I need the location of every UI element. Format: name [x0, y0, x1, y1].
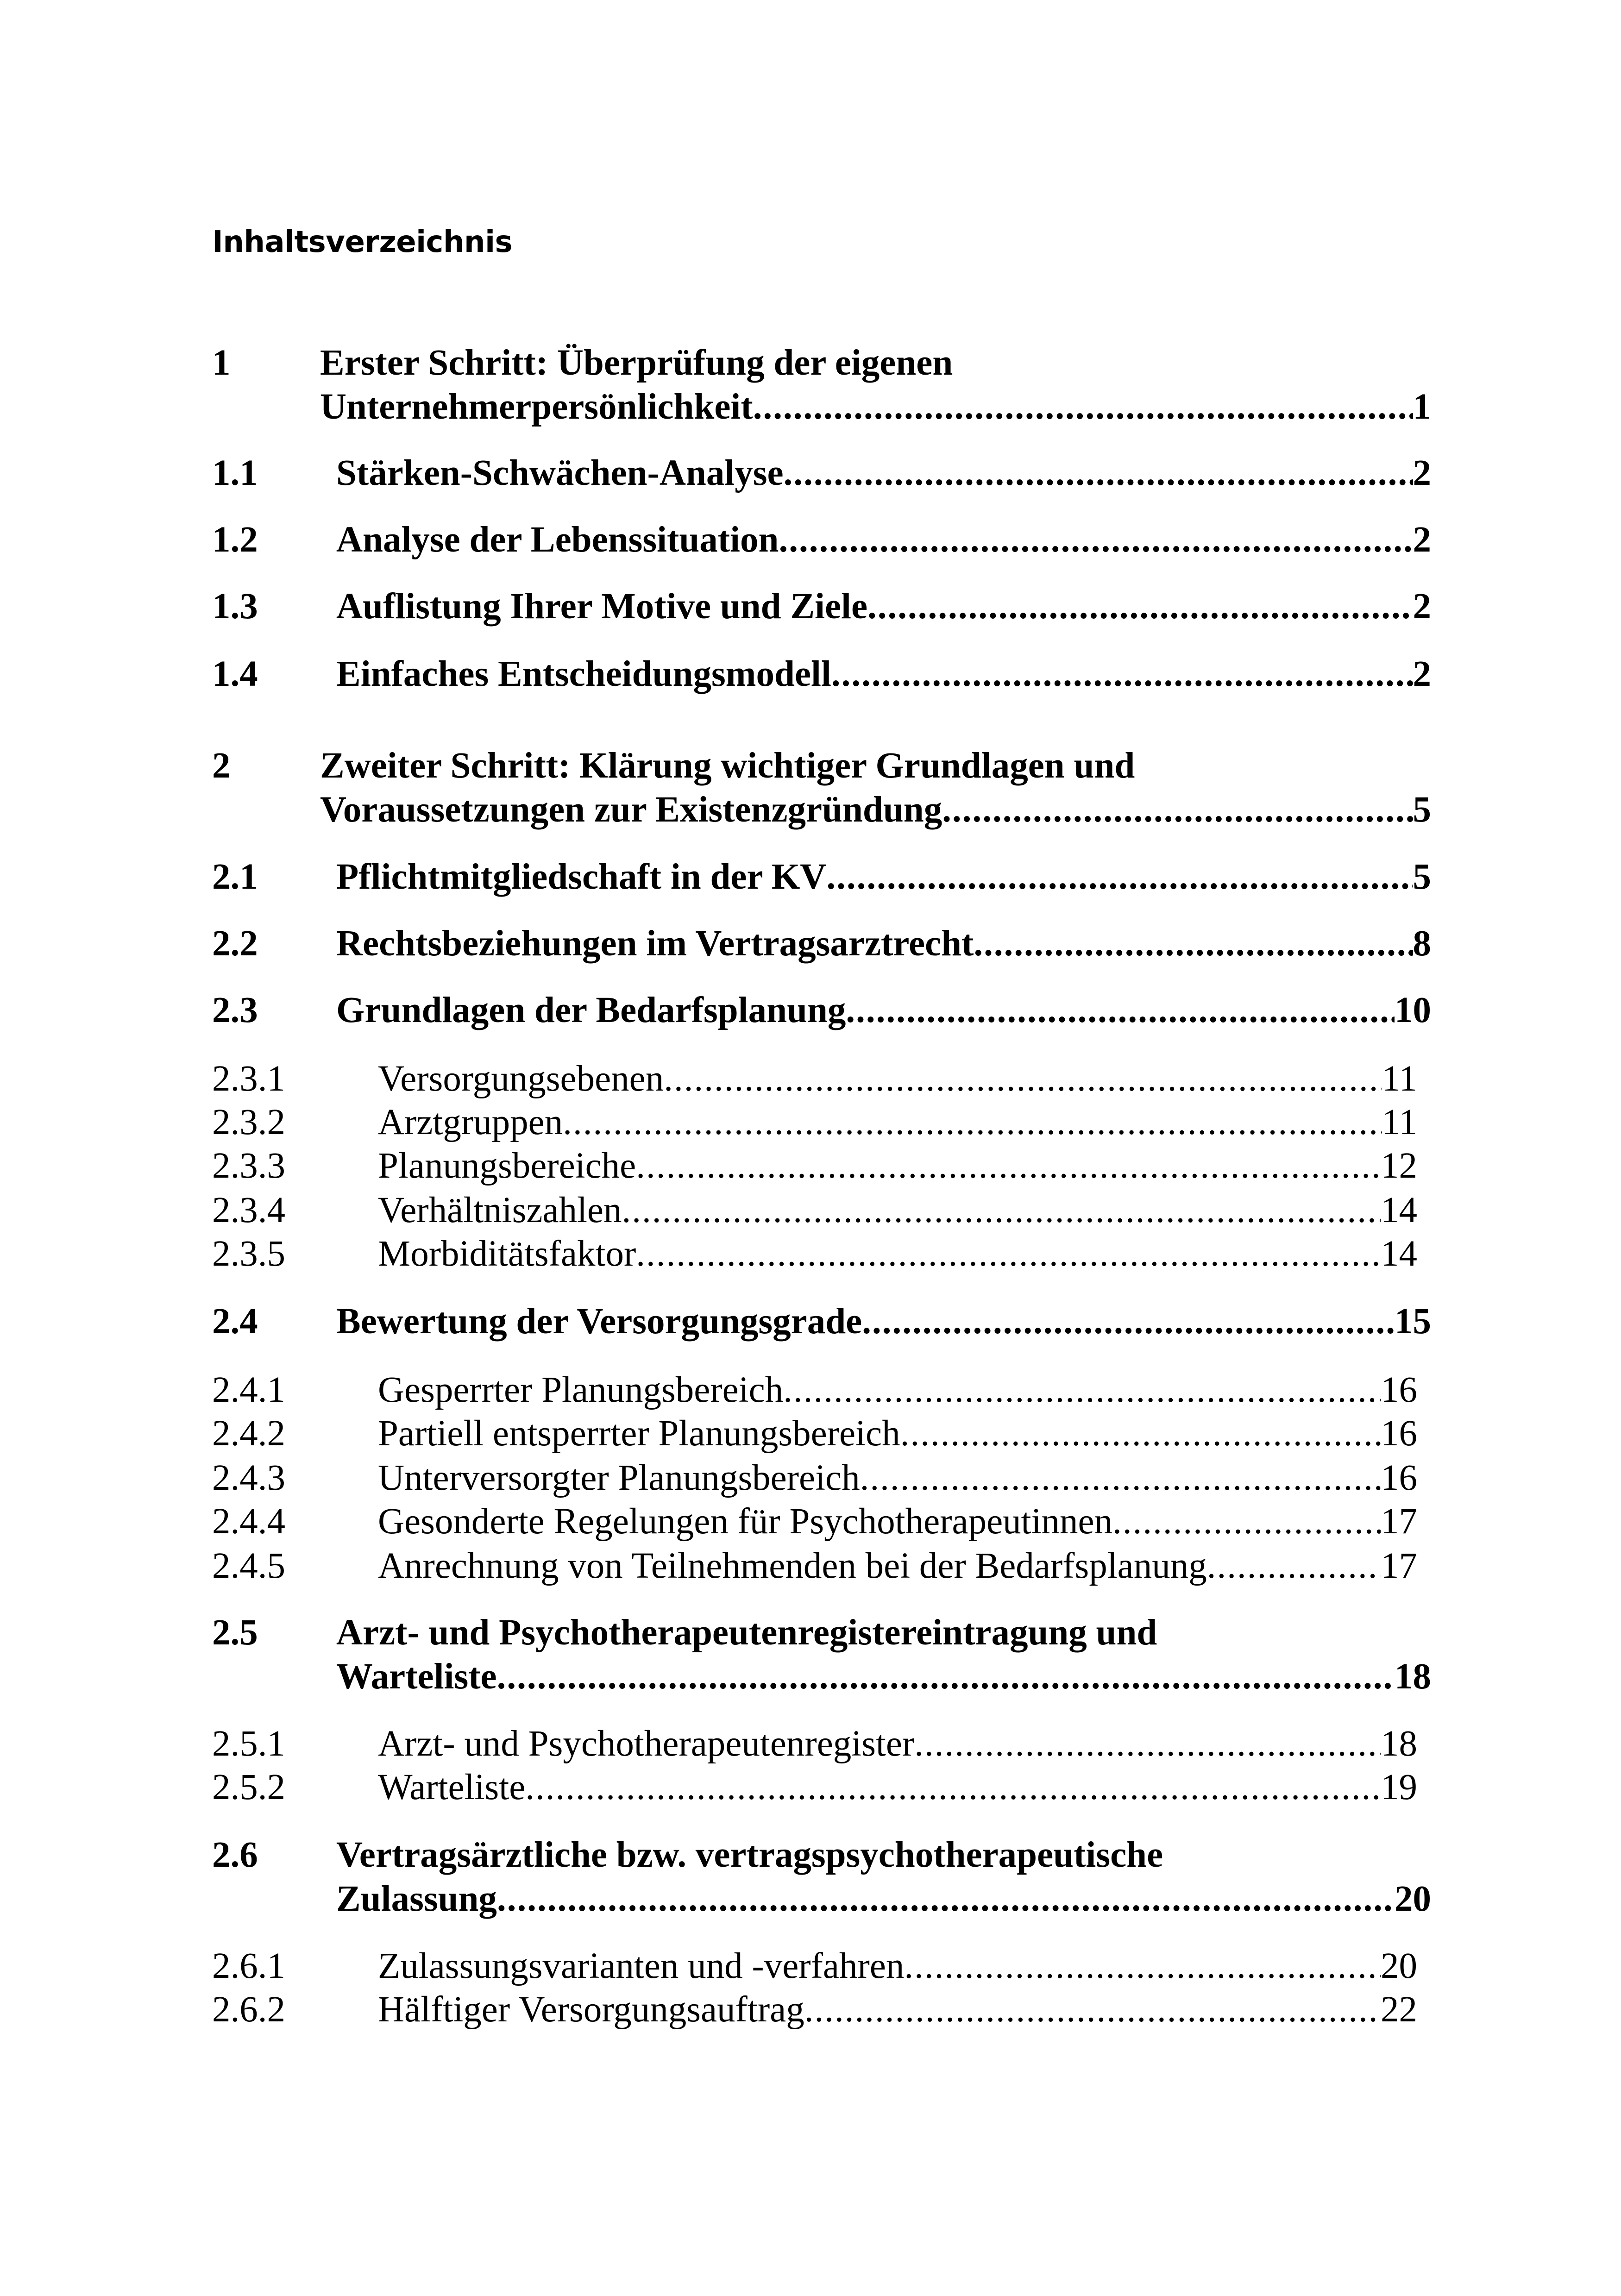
toc-entry-title: Gesonderte Regelungen für Psychotherapeutinnen [378, 1501, 1113, 1542]
toc-entry-title: Unterversorgter Planungsbereich [378, 1458, 860, 1498]
toc-leader-dots [636, 1232, 1381, 1276]
toc-entry-number: 1.4 [212, 654, 258, 694]
toc-leader-dots [831, 652, 1413, 696]
toc-entry-number: 2.5.1 [212, 1724, 285, 1764]
toc-leader-dots [862, 1299, 1395, 1343]
toc-entry-title: Arzt- und Psychotherapeutenregister [378, 1724, 915, 1764]
toc-entry-page: 2 [1413, 520, 1431, 560]
toc-leader-dots [942, 788, 1413, 832]
toc-leader-dots [860, 1456, 1381, 1500]
toc-entry-page: 10 [1395, 990, 1431, 1030]
toc-entry-page: 14 [1381, 1234, 1417, 1274]
toc-entry-title: Einfaches Entscheidungsmodell [336, 654, 831, 694]
toc-entry-number: 2.6 [212, 1835, 258, 1875]
toc-entry-number: 1 [212, 343, 231, 383]
toc-entry-title: Morbiditätsfaktor [378, 1234, 636, 1274]
toc-entry-title-line: Vertragsärztliche bzw. vertragspsychotherapeutische [336, 1835, 1163, 1875]
toc-entry-page: 16 [1381, 1370, 1417, 1410]
toc-entry[interactable] [212, 1611, 1431, 1699]
toc-leader-dots [497, 1655, 1395, 1699]
toc-entry-title: Anrechnung von Teilnehmenden bei der Bedarfsplanung [378, 1546, 1207, 1586]
toc-entry-page: 12 [1381, 1146, 1417, 1186]
toc-entry-number: 2.4.4 [212, 1501, 285, 1542]
toc-leader-dots [867, 584, 1413, 628]
toc-leader-dots [1207, 1544, 1381, 1588]
toc-entry-number: 2.3.5 [212, 1234, 285, 1274]
toc-entry-title: Partiell entsperrter Planungsbereich [378, 1413, 900, 1454]
toc-entry-number: 2.3 [212, 990, 258, 1030]
toc-entry-title: Unternehmerpersönlichkeit [320, 387, 753, 427]
toc-entry-page: 5 [1413, 790, 1431, 830]
toc-heading: Inhaltsverzeichnis [212, 225, 513, 259]
toc-entry-title-line: Erster Schritt: Überprüfung der eigenen [320, 343, 953, 383]
toc-entry-title: Hälftiger Versorgungsauftrag [378, 1989, 804, 2030]
toc-leader-dots [636, 1144, 1381, 1188]
toc-entry-page: 2 [1413, 453, 1431, 493]
toc-entry-number: 2.4.1 [212, 1370, 285, 1410]
toc-entry[interactable] [212, 341, 1431, 429]
toc-leader-dots [904, 1944, 1381, 1988]
toc-leader-dots [563, 1100, 1382, 1144]
toc-entry-title: Analyse der Lebenssituation [336, 520, 779, 560]
toc-leader-dots [826, 855, 1413, 899]
toc-entry-page: 11 [1382, 1059, 1417, 1099]
toc-entry-number: 1.1 [212, 453, 258, 493]
toc-entry-number: 2.6.1 [212, 1946, 285, 1986]
toc-entry-title: Pflichtmitgliedschaft in der KV [336, 857, 827, 897]
toc-leader-dots [1112, 1499, 1381, 1543]
toc-leader-dots [914, 1722, 1381, 1766]
toc-entry-title: Verhältniszahlen [378, 1190, 622, 1230]
toc-entry-page: 2 [1413, 654, 1431, 694]
toc-entry-title: Rechtsbeziehungen im Vertragsarztrecht [336, 923, 974, 964]
toc-leader-dots [784, 451, 1413, 495]
toc-entry-number: 2.4.3 [212, 1458, 285, 1498]
toc-entry-page: 1 [1413, 387, 1431, 427]
toc-entry-title: Zulassung [336, 1879, 497, 1919]
toc-entry-number: 2.5 [212, 1612, 258, 1653]
toc-entry-number: 2.5.2 [212, 1767, 285, 1807]
toc-leader-dots [622, 1188, 1381, 1232]
toc-entry-page: 22 [1381, 1989, 1417, 2030]
toc-entry-page: 16 [1381, 1458, 1417, 1498]
toc-entry-number: 2.3.2 [212, 1102, 285, 1142]
toc-leader-dots [846, 988, 1395, 1032]
toc-entry-number: 2.4 [212, 1301, 258, 1342]
toc-leader-dots [753, 385, 1413, 429]
toc-entry-page: 15 [1395, 1301, 1431, 1342]
toc-leader-dots [779, 518, 1413, 562]
toc-entry-title-line: Zweiter Schritt: Klärung wichtiger Grundlagen und [320, 746, 1135, 786]
toc-entry-title: Gesperrter Planungsbereich [378, 1370, 784, 1410]
toc-entry[interactable] [212, 744, 1431, 832]
toc-entry-title: Grundlagen der Bedarfsplanung [336, 990, 846, 1030]
toc-entry-page: 8 [1413, 923, 1431, 964]
toc-entry-number: 2 [212, 746, 231, 786]
toc-leader-dots [664, 1057, 1382, 1101]
toc-entry-page: 17 [1381, 1546, 1417, 1586]
toc-entry-page: 2 [1413, 586, 1431, 627]
toc-entry-number: 1.3 [212, 586, 258, 627]
toc-entry-number: 2.3.4 [212, 1190, 285, 1230]
toc-leader-dots [900, 1411, 1381, 1455]
toc-entry-page: 19 [1381, 1767, 1417, 1807]
toc-entry-title: Arztgruppen [378, 1102, 563, 1142]
toc-entry-page: 20 [1395, 1879, 1431, 1919]
toc-entry-page: 14 [1381, 1190, 1417, 1230]
toc-entry-title-line: Arzt- und Psychotherapeutenregistereintragung und [336, 1612, 1157, 1653]
toc-leader-dots [525, 1765, 1381, 1809]
toc-entry-title: Stärken-Schwächen-Analyse [336, 453, 784, 493]
toc-entry-number: 2.4.2 [212, 1413, 285, 1454]
toc-entry-title: Auflistung Ihrer Motive und Ziele [336, 586, 868, 627]
toc-entry-title: Planungsbereiche [378, 1146, 636, 1186]
toc-entry-number: 2.6.2 [212, 1989, 285, 2030]
toc-entry[interactable] [212, 1833, 1431, 1921]
toc-entry-page: 18 [1395, 1656, 1431, 1697]
toc-leader-dots [783, 1368, 1381, 1412]
toc-entry-title: Versorgungsebenen [378, 1059, 664, 1099]
toc-entry-number: 2.3.3 [212, 1146, 285, 1186]
toc-entry-page: 18 [1381, 1724, 1417, 1764]
toc-entry-title: Voraussetzungen zur Existenzgründung [320, 790, 942, 830]
toc-entry-page: 16 [1381, 1413, 1417, 1454]
toc-entry-page: 11 [1382, 1102, 1417, 1142]
toc-entry-number: 2.3.1 [212, 1059, 285, 1099]
toc-entry-number: 1.2 [212, 520, 258, 560]
toc-entry-title: Warteliste [378, 1767, 526, 1807]
toc-leader-dots [497, 1877, 1395, 1921]
toc-entry-number: 2.4.5 [212, 1546, 285, 1586]
toc-entry-page: 17 [1381, 1501, 1417, 1542]
toc-entry-number: 2.1 [212, 857, 258, 897]
toc-entry-title: Warteliste [336, 1656, 497, 1697]
toc-leader-dots [804, 1988, 1381, 2032]
toc-leader-dots [974, 922, 1413, 966]
toc-entry-title: Zulassungsvarianten und -verfahren [378, 1946, 905, 1986]
toc-entry-page: 20 [1381, 1946, 1417, 1986]
toc-entry-page: 5 [1413, 857, 1431, 897]
toc-entry-number: 2.2 [212, 923, 258, 964]
toc-entry-title: Bewertung der Versorgungsgrade [336, 1301, 862, 1342]
